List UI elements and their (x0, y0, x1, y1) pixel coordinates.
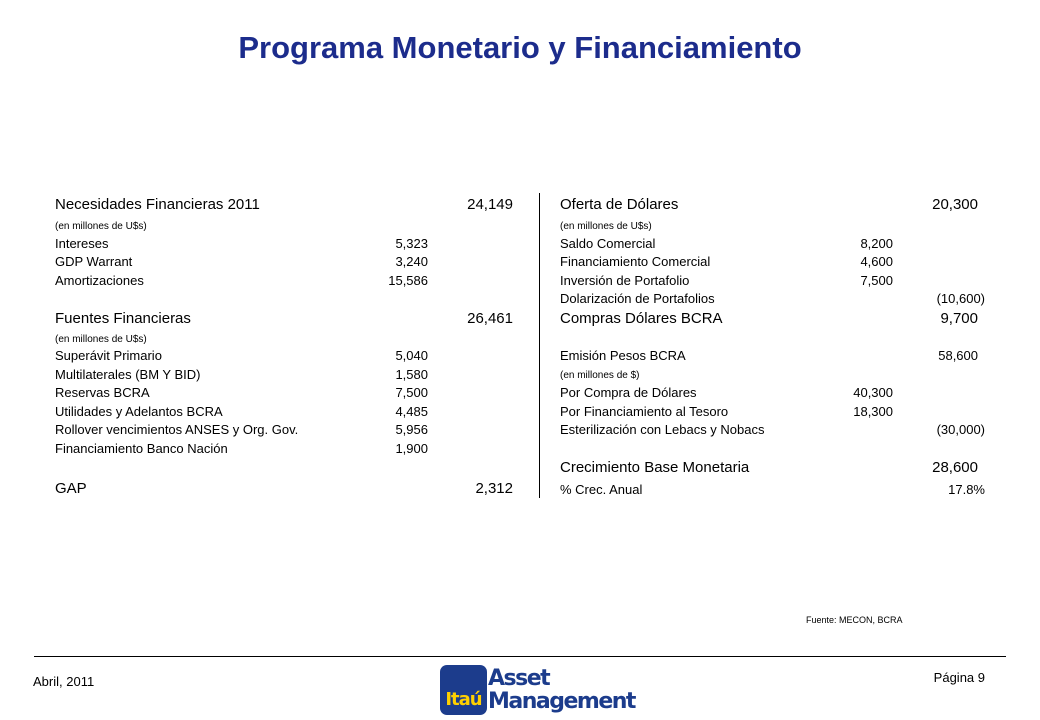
row-label: % Crec. Anual (560, 482, 643, 497)
row-value: 7,500 (860, 273, 893, 288)
row-label: (en millones de U$s) (55, 334, 147, 345)
row-label: Crecimiento Base Monetaria (560, 459, 750, 476)
row-label: Por Compra de Dólares (560, 385, 697, 400)
row-total: 28,600 (932, 459, 978, 476)
row-total: (30,000) (936, 422, 985, 437)
row-label: Fuentes Financieras (55, 310, 191, 327)
row-label: Rollover vencimientos ANSES y Org. Gov. (55, 422, 299, 437)
logo-management-text: Management (488, 689, 635, 714)
row-value: 4,600 (860, 254, 893, 269)
row-value: 1,580 (395, 367, 428, 382)
row-value: 1,900 (395, 441, 428, 456)
row-total: 17.8% (948, 482, 985, 497)
row-label: Reservas BCRA (55, 385, 150, 400)
row-label: GAP (55, 480, 87, 497)
logo-itau-text: Itaú (445, 689, 482, 710)
row-total: 58,600 (938, 348, 978, 363)
row-total: 24,149 (467, 196, 513, 213)
row-label: Oferta de Dólares (560, 196, 679, 213)
row-value: 8,200 (860, 236, 893, 251)
row-label: Inversión de Portafolio (560, 273, 690, 288)
footer-divider (34, 656, 1006, 657)
row-value: 40,300 (853, 385, 893, 400)
row-label: GDP Warrant (55, 254, 133, 269)
page-number: Página 9 (933, 670, 985, 685)
row-total: 26,461 (467, 310, 513, 327)
row-value: 7,500 (395, 385, 428, 400)
column-divider (539, 193, 540, 498)
row-label: Emisión Pesos BCRA (560, 348, 686, 363)
row-label: Multilaterales (BM Y BID) (55, 367, 201, 382)
row-label: Saldo Comercial (560, 236, 656, 251)
row-total: 2,312 (475, 480, 513, 497)
source-note: Fuente: MECON, BCRA (806, 615, 903, 625)
row-value: 18,300 (853, 404, 893, 419)
row-value: 4,485 (395, 404, 428, 419)
page-title: Programa Monetario y Financiamiento (238, 30, 802, 65)
row-label: Superávit Primario (55, 348, 162, 363)
row-value: 5,040 (395, 348, 428, 363)
row-value: 5,956 (395, 422, 428, 437)
row-label: (en millones de U$s) (55, 221, 147, 232)
row-value: 15,586 (388, 273, 428, 288)
row-label: Amortizaciones (55, 273, 144, 288)
row-total: 9,700 (940, 310, 978, 327)
row-label: Intereses (55, 236, 109, 251)
row-value: 3,240 (395, 254, 428, 269)
row-label: (en millones de U$s) (560, 221, 652, 232)
logo-asset-text: Asset (488, 666, 550, 691)
row-total: 20,300 (932, 196, 978, 213)
row-label: Utilidades y Adelantos BCRA (55, 404, 223, 419)
row-label: Dolarización de Portafolios (560, 291, 715, 306)
row-label: Esterilización con Lebacs y Nobacs (560, 422, 765, 437)
logo-badge (440, 665, 487, 715)
footer-date: Abril, 2011 (33, 674, 95, 689)
row-label: Por Financiamiento al Tesoro (560, 404, 729, 419)
row-label: Financiamiento Comercial (560, 254, 711, 269)
row-label: Compras Dólares BCRA (560, 310, 723, 327)
row-label: Financiamiento Banco Nación (55, 441, 228, 456)
itau-asset-management-logo (440, 665, 635, 715)
row-label: (en millones de $) (560, 370, 640, 381)
row-label: Necesidades Financieras 2011 (55, 196, 260, 213)
row-total: (10,600) (936, 291, 985, 306)
row-value: 5,323 (395, 236, 428, 251)
